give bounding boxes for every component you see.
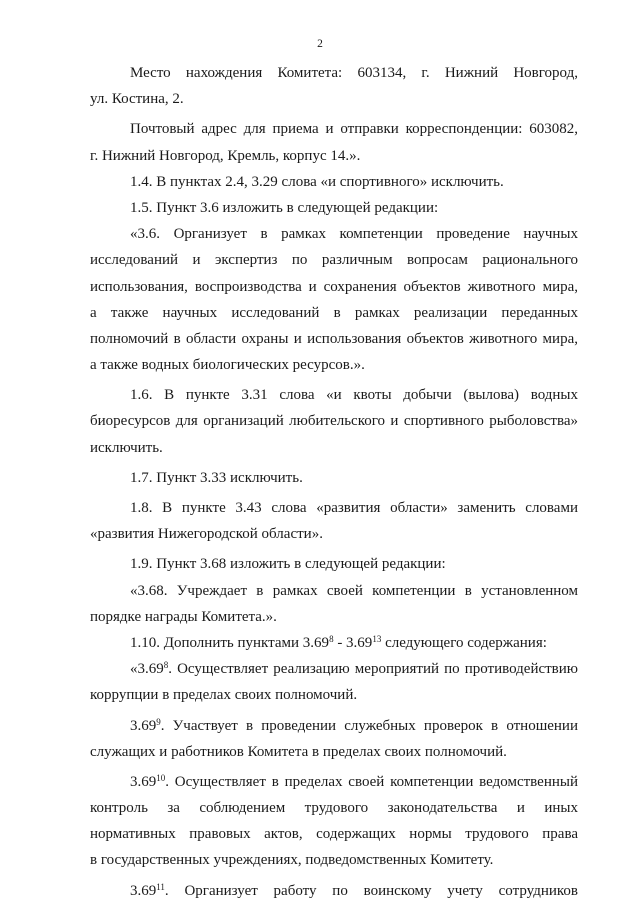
text-fragment: «3.69	[130, 661, 164, 678]
text-line: ул. Костина, 2.	[90, 91, 184, 108]
text-line: «развития Нижегородской области».	[90, 526, 323, 543]
text-fragment: 3.69	[130, 773, 157, 790]
text-line: биоресурсов для организаций любительского и спортивного рыболовства»	[90, 413, 578, 430]
text-line: а также водных биологических ресурсов.».	[90, 357, 365, 374]
superscript: 13	[372, 633, 382, 644]
superscript: 8	[329, 633, 334, 644]
text-line: в государственных учреждениях, подведомственных Комитету.	[90, 852, 494, 869]
text-line: использования, воспроизводства и сохранения объектов животного мира,	[90, 278, 578, 295]
text-line	[90, 878, 578, 904]
text-line: Место нахождения Комитета: 603134, г. Нижний Новгород,	[130, 65, 578, 81]
text-fragment: . Участвует в проведении служебных проверок в отношении	[160, 717, 578, 734]
text-line: 1.5. Пункт 3.6 изложить в следующей редакции:	[130, 199, 439, 216]
page-number: 2	[317, 38, 323, 50]
text-line: «3.68. Учреждает в рамках своей компетенции в установленном	[130, 582, 578, 599]
text-fragment: - 3.69	[333, 634, 373, 651]
text-line: 1.9. Пункт 3.68 изложить в следующей редакции:	[130, 556, 446, 573]
text-fragment: . Осуществляет реализацию мероприятий по противодействию	[168, 661, 578, 678]
text-fragment: 3.69	[130, 882, 157, 899]
text-line: 1.8. В пункте 3.43 слова «развития области» заменить словами	[130, 500, 578, 516]
text-line	[90, 656, 578, 682]
text-fragment: . Осуществляет в пределах своей компетенции ведомственный	[165, 773, 578, 790]
superscript: 8	[163, 660, 169, 671]
text-line: г. Нижний Новгород, Кремль, корпус 14.».	[90, 147, 361, 164]
text-line: Почтовый адрес для приема и отправки корреспонденции: 603082,	[130, 121, 578, 138]
text-line: служащих и работников Комитета в пределах своих полномочий.	[90, 743, 507, 760]
text-line	[90, 769, 578, 795]
text-line: 1.6. В пункте 3.31 слова «и квоты добычи (вылова) водных	[130, 387, 578, 404]
superscript: 10	[156, 772, 166, 783]
text-line: а также научных исследований в рамках реализации переданных	[90, 304, 578, 321]
text-line: 1.4. В пунктах 2.4, 3.29 слова «и спортивного» исключить.	[130, 173, 504, 190]
text-line: исключить.	[90, 439, 163, 456]
text-line: 1.7. Пункт 3.33 исключить.	[130, 469, 303, 486]
superscript: 9	[156, 716, 161, 727]
text-fragment: 1.10. Дополнить пунктами 3.69	[130, 634, 330, 651]
text-fragment: следующего содержания:	[381, 634, 547, 651]
text-line	[90, 713, 578, 739]
text-line: нормативных правовых актов, содержащих нормы трудового права	[90, 826, 578, 843]
text-line: коррупции в пределах своих полномочий.	[90, 687, 358, 704]
superscript: 11	[156, 881, 165, 892]
text-line: «3.6. Организует в рамках компетенции проведение научных	[130, 226, 578, 243]
text-line: порядке награды Комитета.».	[90, 608, 277, 625]
text-fragment: 3.69	[130, 717, 157, 734]
document-body	[90, 60, 578, 904]
text-line: полномочий в области охраны и использования объектов животного мира,	[90, 330, 578, 347]
text-fragment: . Организует работу по воинскому учету сотрудников	[164, 882, 578, 899]
text-line: контроль за соблюдением трудового законодательства и иных	[90, 800, 578, 817]
text-line: исследований и экспертиз по различным вопросам рационального	[90, 252, 578, 269]
text-line	[90, 630, 578, 656]
